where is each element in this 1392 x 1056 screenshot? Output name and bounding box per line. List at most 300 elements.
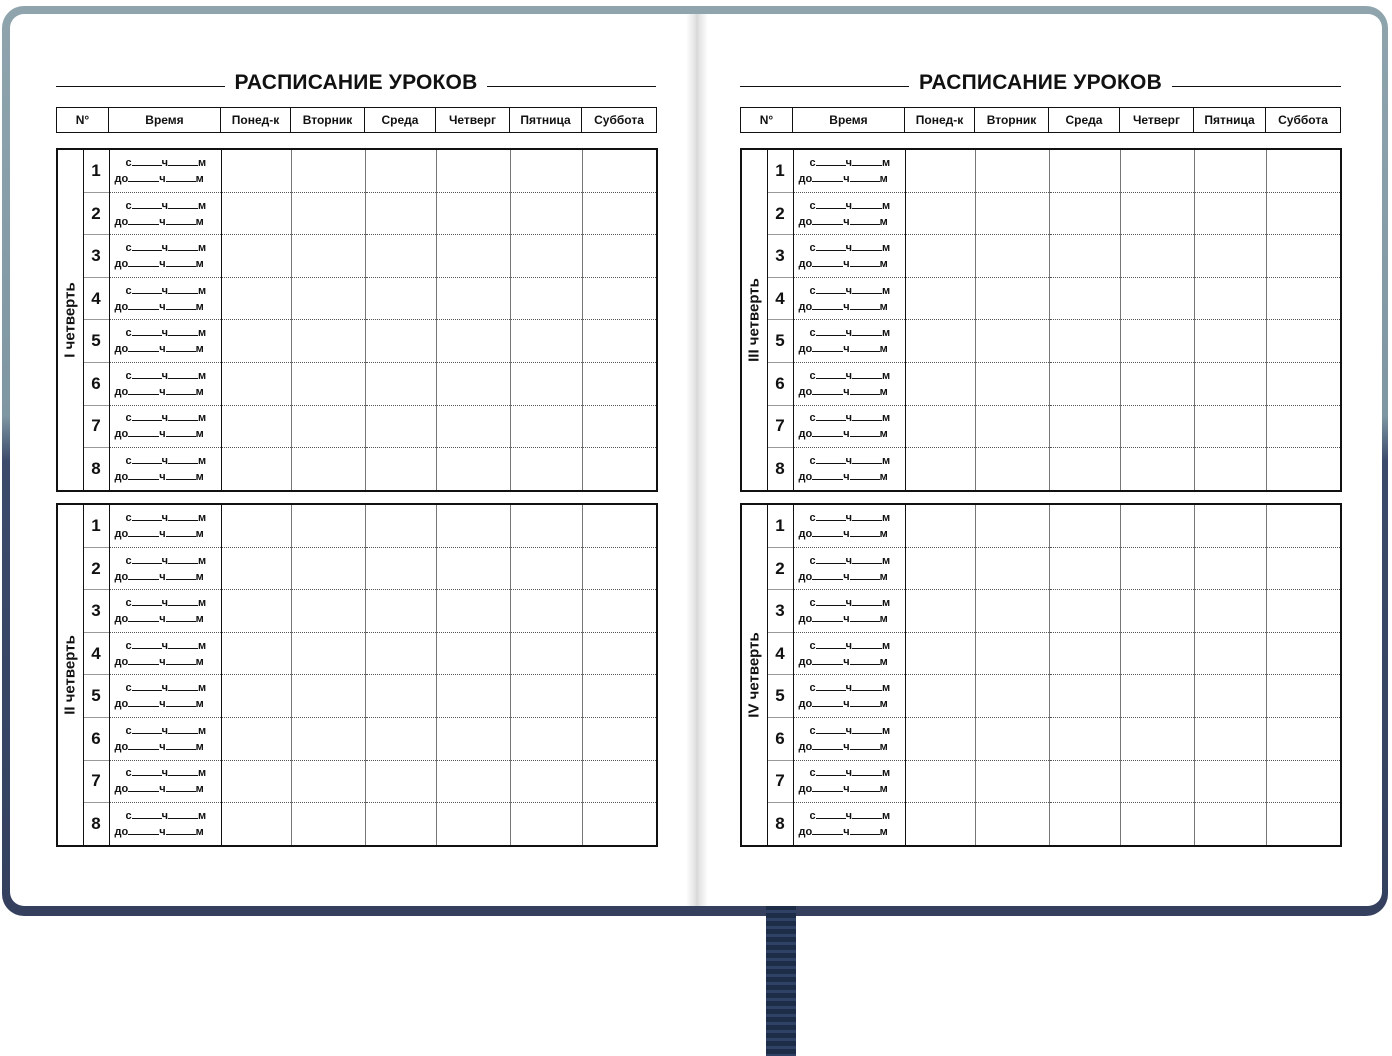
schedule-cell[interactable] <box>365 675 436 718</box>
schedule-cell[interactable] <box>1266 760 1341 803</box>
lesson-time[interactable] <box>793 448 905 491</box>
hours-blank[interactable] <box>132 240 162 251</box>
minutes-blank[interactable] <box>850 781 880 792</box>
hours-blank[interactable] <box>132 453 162 464</box>
schedule-cell[interactable] <box>905 760 975 803</box>
schedule-cell[interactable] <box>905 590 975 633</box>
minutes-blank[interactable] <box>168 410 198 421</box>
schedule-cell[interactable] <box>975 504 1049 547</box>
schedule-cell[interactable] <box>975 803 1049 846</box>
hours-blank[interactable] <box>128 569 159 580</box>
schedule-cell[interactable] <box>291 760 365 803</box>
hours-blank[interactable] <box>816 808 846 819</box>
schedule-cell[interactable] <box>510 760 582 803</box>
schedule-cell[interactable] <box>221 405 291 448</box>
schedule-cell[interactable] <box>1266 718 1341 761</box>
minutes-blank[interactable] <box>168 198 198 209</box>
minutes-blank[interactable] <box>852 410 882 421</box>
minutes-blank[interactable] <box>852 453 882 464</box>
schedule-cell[interactable] <box>582 320 657 363</box>
minutes-blank[interactable] <box>166 341 196 352</box>
minutes-blank[interactable] <box>166 256 196 267</box>
lesson-time[interactable] <box>109 363 221 406</box>
schedule-cell[interactable] <box>1049 590 1120 633</box>
schedule-cell[interactable] <box>1120 803 1194 846</box>
hours-blank[interactable] <box>816 638 846 649</box>
schedule-cell[interactable] <box>510 363 582 406</box>
schedule-cell[interactable] <box>510 718 582 761</box>
schedule-cell[interactable] <box>436 448 510 491</box>
schedule-cell[interactable] <box>582 504 657 547</box>
schedule-cell[interactable] <box>221 547 291 590</box>
schedule-cell[interactable] <box>975 547 1049 590</box>
hours-blank[interactable] <box>812 469 843 480</box>
hours-blank[interactable] <box>128 824 159 835</box>
hours-blank[interactable] <box>132 325 162 336</box>
lesson-time[interactable] <box>793 590 905 633</box>
hours-blank[interactable] <box>128 526 159 537</box>
minutes-blank[interactable] <box>850 824 880 835</box>
lesson-time[interactable] <box>109 547 221 590</box>
schedule-cell[interactable] <box>1120 547 1194 590</box>
schedule-cell[interactable] <box>291 363 365 406</box>
minutes-blank[interactable] <box>166 171 196 182</box>
schedule-cell[interactable] <box>1194 192 1266 235</box>
lesson-time[interactable] <box>793 277 905 320</box>
hours-blank[interactable] <box>128 426 159 437</box>
minutes-blank[interactable] <box>850 256 880 267</box>
schedule-cell[interactable] <box>1266 363 1341 406</box>
schedule-cell[interactable] <box>1120 320 1194 363</box>
hours-blank[interactable] <box>132 155 162 166</box>
hours-blank[interactable] <box>812 256 843 267</box>
minutes-blank[interactable] <box>852 765 882 776</box>
schedule-cell[interactable] <box>436 718 510 761</box>
schedule-cell[interactable] <box>905 504 975 547</box>
lesson-time[interactable] <box>793 405 905 448</box>
hours-blank[interactable] <box>812 781 843 792</box>
schedule-cell[interactable] <box>905 149 975 192</box>
schedule-cell[interactable] <box>436 363 510 406</box>
schedule-cell[interactable] <box>1120 504 1194 547</box>
schedule-cell[interactable] <box>975 718 1049 761</box>
lesson-time[interactable] <box>109 590 221 633</box>
schedule-cell[interactable] <box>221 448 291 491</box>
hours-blank[interactable] <box>132 595 162 606</box>
minutes-blank[interactable] <box>850 214 880 225</box>
minutes-blank[interactable] <box>166 469 196 480</box>
hours-blank[interactable] <box>816 723 846 734</box>
schedule-cell[interactable] <box>1194 235 1266 278</box>
schedule-cell[interactable] <box>1266 632 1341 675</box>
schedule-cell[interactable] <box>221 504 291 547</box>
hours-blank[interactable] <box>816 595 846 606</box>
minutes-blank[interactable] <box>850 611 880 622</box>
minutes-blank[interactable] <box>168 680 198 691</box>
schedule-cell[interactable] <box>1120 235 1194 278</box>
lesson-time[interactable] <box>109 192 221 235</box>
hours-blank[interactable] <box>816 283 846 294</box>
minutes-blank[interactable] <box>166 781 196 792</box>
hours-blank[interactable] <box>128 171 159 182</box>
schedule-cell[interactable] <box>436 760 510 803</box>
minutes-blank[interactable] <box>168 553 198 564</box>
minutes-blank[interactable] <box>850 526 880 537</box>
minutes-blank[interactable] <box>168 638 198 649</box>
schedule-cell[interactable] <box>582 632 657 675</box>
hours-blank[interactable] <box>128 739 159 750</box>
schedule-cell[interactable] <box>1120 718 1194 761</box>
schedule-cell[interactable] <box>221 149 291 192</box>
schedule-cell[interactable] <box>975 590 1049 633</box>
hours-blank[interactable] <box>128 781 159 792</box>
minutes-blank[interactable] <box>168 453 198 464</box>
schedule-cell[interactable] <box>291 590 365 633</box>
schedule-cell[interactable] <box>1120 149 1194 192</box>
schedule-cell[interactable] <box>221 277 291 320</box>
lesson-time[interactable] <box>109 803 221 846</box>
hours-blank[interactable] <box>816 368 846 379</box>
hours-blank[interactable] <box>816 510 846 521</box>
schedule-cell[interactable] <box>1194 320 1266 363</box>
minutes-blank[interactable] <box>852 553 882 564</box>
schedule-cell[interactable] <box>436 547 510 590</box>
hours-blank[interactable] <box>132 410 162 421</box>
hours-blank[interactable] <box>128 469 159 480</box>
minutes-blank[interactable] <box>850 171 880 182</box>
schedule-cell[interactable] <box>1049 803 1120 846</box>
schedule-cell[interactable] <box>1266 547 1341 590</box>
schedule-cell[interactable] <box>365 590 436 633</box>
schedule-cell[interactable] <box>1194 803 1266 846</box>
schedule-cell[interactable] <box>1194 405 1266 448</box>
schedule-cell[interactable] <box>291 320 365 363</box>
lesson-time[interactable] <box>109 632 221 675</box>
lesson-time[interactable] <box>109 405 221 448</box>
schedule-cell[interactable] <box>1049 632 1120 675</box>
schedule-cell[interactable] <box>510 149 582 192</box>
schedule-cell[interactable] <box>436 235 510 278</box>
lesson-time[interactable] <box>793 192 905 235</box>
hours-blank[interactable] <box>816 325 846 336</box>
minutes-blank[interactable] <box>852 198 882 209</box>
lesson-time[interactable] <box>793 149 905 192</box>
hours-blank[interactable] <box>812 696 843 707</box>
schedule-cell[interactable] <box>510 448 582 491</box>
minutes-blank[interactable] <box>168 723 198 734</box>
schedule-cell[interactable] <box>582 363 657 406</box>
schedule-cell[interactable] <box>905 803 975 846</box>
minutes-blank[interactable] <box>850 696 880 707</box>
minutes-blank[interactable] <box>850 569 880 580</box>
lesson-time[interactable] <box>109 718 221 761</box>
schedule-cell[interactable] <box>1194 448 1266 491</box>
hours-blank[interactable] <box>812 341 843 352</box>
schedule-cell[interactable] <box>1266 504 1341 547</box>
minutes-blank[interactable] <box>852 638 882 649</box>
hours-blank[interactable] <box>816 553 846 564</box>
schedule-cell[interactable] <box>1049 235 1120 278</box>
schedule-cell[interactable] <box>510 675 582 718</box>
schedule-cell[interactable] <box>436 803 510 846</box>
schedule-cell[interactable] <box>975 149 1049 192</box>
minutes-blank[interactable] <box>168 808 198 819</box>
minutes-blank[interactable] <box>168 595 198 606</box>
hours-blank[interactable] <box>132 765 162 776</box>
schedule-cell[interactable] <box>221 363 291 406</box>
minutes-blank[interactable] <box>168 765 198 776</box>
minutes-blank[interactable] <box>850 739 880 750</box>
hours-blank[interactable] <box>812 611 843 622</box>
minutes-blank[interactable] <box>850 426 880 437</box>
hours-blank[interactable] <box>812 526 843 537</box>
schedule-cell[interactable] <box>365 192 436 235</box>
schedule-cell[interactable] <box>1266 405 1341 448</box>
schedule-cell[interactable] <box>1120 448 1194 491</box>
schedule-cell[interactable] <box>905 632 975 675</box>
minutes-blank[interactable] <box>850 299 880 310</box>
schedule-cell[interactable] <box>365 803 436 846</box>
hours-blank[interactable] <box>812 171 843 182</box>
schedule-cell[interactable] <box>1049 760 1120 803</box>
schedule-cell[interactable] <box>975 632 1049 675</box>
schedule-cell[interactable] <box>510 320 582 363</box>
hours-blank[interactable] <box>132 510 162 521</box>
schedule-cell[interactable] <box>582 448 657 491</box>
schedule-cell[interactable] <box>291 803 365 846</box>
lesson-time[interactable] <box>793 718 905 761</box>
minutes-blank[interactable] <box>168 325 198 336</box>
schedule-cell[interactable] <box>975 192 1049 235</box>
schedule-cell[interactable] <box>582 547 657 590</box>
schedule-cell[interactable] <box>436 675 510 718</box>
schedule-cell[interactable] <box>510 192 582 235</box>
schedule-cell[interactable] <box>291 192 365 235</box>
minutes-blank[interactable] <box>850 384 880 395</box>
schedule-cell[interactable] <box>1194 675 1266 718</box>
schedule-cell[interactable] <box>291 277 365 320</box>
hours-blank[interactable] <box>812 384 843 395</box>
hours-blank[interactable] <box>816 155 846 166</box>
schedule-cell[interactable] <box>1266 149 1341 192</box>
lesson-time[interactable] <box>793 632 905 675</box>
schedule-cell[interactable] <box>905 192 975 235</box>
schedule-cell[interactable] <box>221 803 291 846</box>
minutes-blank[interactable] <box>168 510 198 521</box>
minutes-blank[interactable] <box>166 384 196 395</box>
schedule-cell[interactable] <box>1266 590 1341 633</box>
schedule-cell[interactable] <box>975 675 1049 718</box>
schedule-cell[interactable] <box>582 718 657 761</box>
lesson-time[interactable] <box>793 803 905 846</box>
lesson-time[interactable] <box>109 504 221 547</box>
schedule-cell[interactable] <box>582 760 657 803</box>
schedule-cell[interactable] <box>905 547 975 590</box>
schedule-cell[interactable] <box>1049 718 1120 761</box>
minutes-blank[interactable] <box>166 611 196 622</box>
schedule-cell[interactable] <box>582 803 657 846</box>
hours-blank[interactable] <box>816 410 846 421</box>
hours-blank[interactable] <box>128 654 159 665</box>
minutes-blank[interactable] <box>850 469 880 480</box>
schedule-cell[interactable] <box>365 632 436 675</box>
schedule-cell[interactable] <box>1266 277 1341 320</box>
hours-blank[interactable] <box>812 426 843 437</box>
schedule-cell[interactable] <box>510 405 582 448</box>
hours-blank[interactable] <box>132 808 162 819</box>
schedule-cell[interactable] <box>221 718 291 761</box>
schedule-cell[interactable] <box>1194 590 1266 633</box>
schedule-cell[interactable] <box>1266 320 1341 363</box>
schedule-cell[interactable] <box>436 192 510 235</box>
schedule-cell[interactable] <box>365 504 436 547</box>
minutes-blank[interactable] <box>166 696 196 707</box>
lesson-time[interactable] <box>793 320 905 363</box>
minutes-blank[interactable] <box>166 526 196 537</box>
schedule-cell[interactable] <box>1194 547 1266 590</box>
minutes-blank[interactable] <box>166 569 196 580</box>
schedule-cell[interactable] <box>365 363 436 406</box>
hours-blank[interactable] <box>812 214 843 225</box>
schedule-cell[interactable] <box>905 363 975 406</box>
schedule-cell[interactable] <box>510 632 582 675</box>
minutes-blank[interactable] <box>852 368 882 379</box>
minutes-blank[interactable] <box>852 680 882 691</box>
schedule-cell[interactable] <box>221 632 291 675</box>
schedule-cell[interactable] <box>510 504 582 547</box>
schedule-cell[interactable] <box>1266 803 1341 846</box>
schedule-cell[interactable] <box>1049 504 1120 547</box>
schedule-cell[interactable] <box>365 718 436 761</box>
schedule-cell[interactable] <box>1049 320 1120 363</box>
hours-blank[interactable] <box>128 341 159 352</box>
hours-blank[interactable] <box>132 723 162 734</box>
minutes-blank[interactable] <box>166 824 196 835</box>
schedule-cell[interactable] <box>221 235 291 278</box>
schedule-cell[interactable] <box>1049 192 1120 235</box>
schedule-cell[interactable] <box>365 277 436 320</box>
schedule-cell[interactable] <box>1194 504 1266 547</box>
minutes-blank[interactable] <box>168 283 198 294</box>
schedule-cell[interactable] <box>436 590 510 633</box>
schedule-cell[interactable] <box>291 235 365 278</box>
hours-blank[interactable] <box>816 453 846 464</box>
schedule-cell[interactable] <box>1120 675 1194 718</box>
schedule-cell[interactable] <box>365 448 436 491</box>
schedule-cell[interactable] <box>905 448 975 491</box>
schedule-cell[interactable] <box>510 590 582 633</box>
lesson-time[interactable] <box>109 277 221 320</box>
minutes-blank[interactable] <box>850 654 880 665</box>
schedule-cell[interactable] <box>1049 363 1120 406</box>
schedule-cell[interactable] <box>1120 760 1194 803</box>
schedule-cell[interactable] <box>221 590 291 633</box>
hours-blank[interactable] <box>816 198 846 209</box>
schedule-cell[interactable] <box>1194 718 1266 761</box>
schedule-cell[interactable] <box>436 504 510 547</box>
schedule-cell[interactable] <box>221 675 291 718</box>
minutes-blank[interactable] <box>166 214 196 225</box>
hours-blank[interactable] <box>128 256 159 267</box>
schedule-cell[interactable] <box>1120 192 1194 235</box>
schedule-cell[interactable] <box>291 718 365 761</box>
schedule-cell[interactable] <box>221 760 291 803</box>
lesson-time[interactable] <box>109 235 221 278</box>
hours-blank[interactable] <box>132 368 162 379</box>
minutes-blank[interactable] <box>852 723 882 734</box>
lesson-time[interactable] <box>793 675 905 718</box>
hours-blank[interactable] <box>812 739 843 750</box>
hours-blank[interactable] <box>816 765 846 776</box>
schedule-cell[interactable] <box>365 405 436 448</box>
schedule-cell[interactable] <box>582 405 657 448</box>
schedule-cell[interactable] <box>582 277 657 320</box>
hours-blank[interactable] <box>812 654 843 665</box>
hours-blank[interactable] <box>132 553 162 564</box>
schedule-cell[interactable] <box>1049 405 1120 448</box>
schedule-cell[interactable] <box>582 235 657 278</box>
schedule-cell[interactable] <box>975 760 1049 803</box>
schedule-cell[interactable] <box>510 235 582 278</box>
schedule-cell[interactable] <box>510 277 582 320</box>
schedule-cell[interactable] <box>905 277 975 320</box>
schedule-cell[interactable] <box>975 405 1049 448</box>
hours-blank[interactable] <box>812 569 843 580</box>
minutes-blank[interactable] <box>166 739 196 750</box>
hours-blank[interactable] <box>128 214 159 225</box>
schedule-cell[interactable] <box>1194 149 1266 192</box>
lesson-time[interactable] <box>793 504 905 547</box>
minutes-blank[interactable] <box>852 240 882 251</box>
schedule-cell[interactable] <box>1194 277 1266 320</box>
schedule-cell[interactable] <box>582 149 657 192</box>
schedule-cell[interactable] <box>436 405 510 448</box>
minutes-blank[interactable] <box>166 299 196 310</box>
schedule-cell[interactable] <box>905 675 975 718</box>
lesson-time[interactable] <box>793 760 905 803</box>
schedule-cell[interactable] <box>365 235 436 278</box>
minutes-blank[interactable] <box>168 368 198 379</box>
lesson-time[interactable] <box>109 448 221 491</box>
schedule-cell[interactable] <box>291 405 365 448</box>
schedule-cell[interactable] <box>1120 632 1194 675</box>
hours-blank[interactable] <box>132 198 162 209</box>
schedule-cell[interactable] <box>905 320 975 363</box>
hours-blank[interactable] <box>128 299 159 310</box>
schedule-cell[interactable] <box>365 547 436 590</box>
schedule-cell[interactable] <box>905 235 975 278</box>
minutes-blank[interactable] <box>850 341 880 352</box>
schedule-cell[interactable] <box>1120 363 1194 406</box>
schedule-cell[interactable] <box>510 803 582 846</box>
schedule-cell[interactable] <box>975 363 1049 406</box>
minutes-blank[interactable] <box>852 808 882 819</box>
minutes-blank[interactable] <box>852 510 882 521</box>
schedule-cell[interactable] <box>905 718 975 761</box>
schedule-cell[interactable] <box>365 320 436 363</box>
schedule-cell[interactable] <box>1266 675 1341 718</box>
minutes-blank[interactable] <box>168 240 198 251</box>
minutes-blank[interactable] <box>166 426 196 437</box>
schedule-cell[interactable] <box>1266 192 1341 235</box>
hours-blank[interactable] <box>812 824 843 835</box>
schedule-cell[interactable] <box>975 235 1049 278</box>
schedule-cell[interactable] <box>1049 547 1120 590</box>
schedule-cell[interactable] <box>1049 675 1120 718</box>
schedule-cell[interactable] <box>291 632 365 675</box>
hours-blank[interactable] <box>816 240 846 251</box>
schedule-cell[interactable] <box>975 277 1049 320</box>
